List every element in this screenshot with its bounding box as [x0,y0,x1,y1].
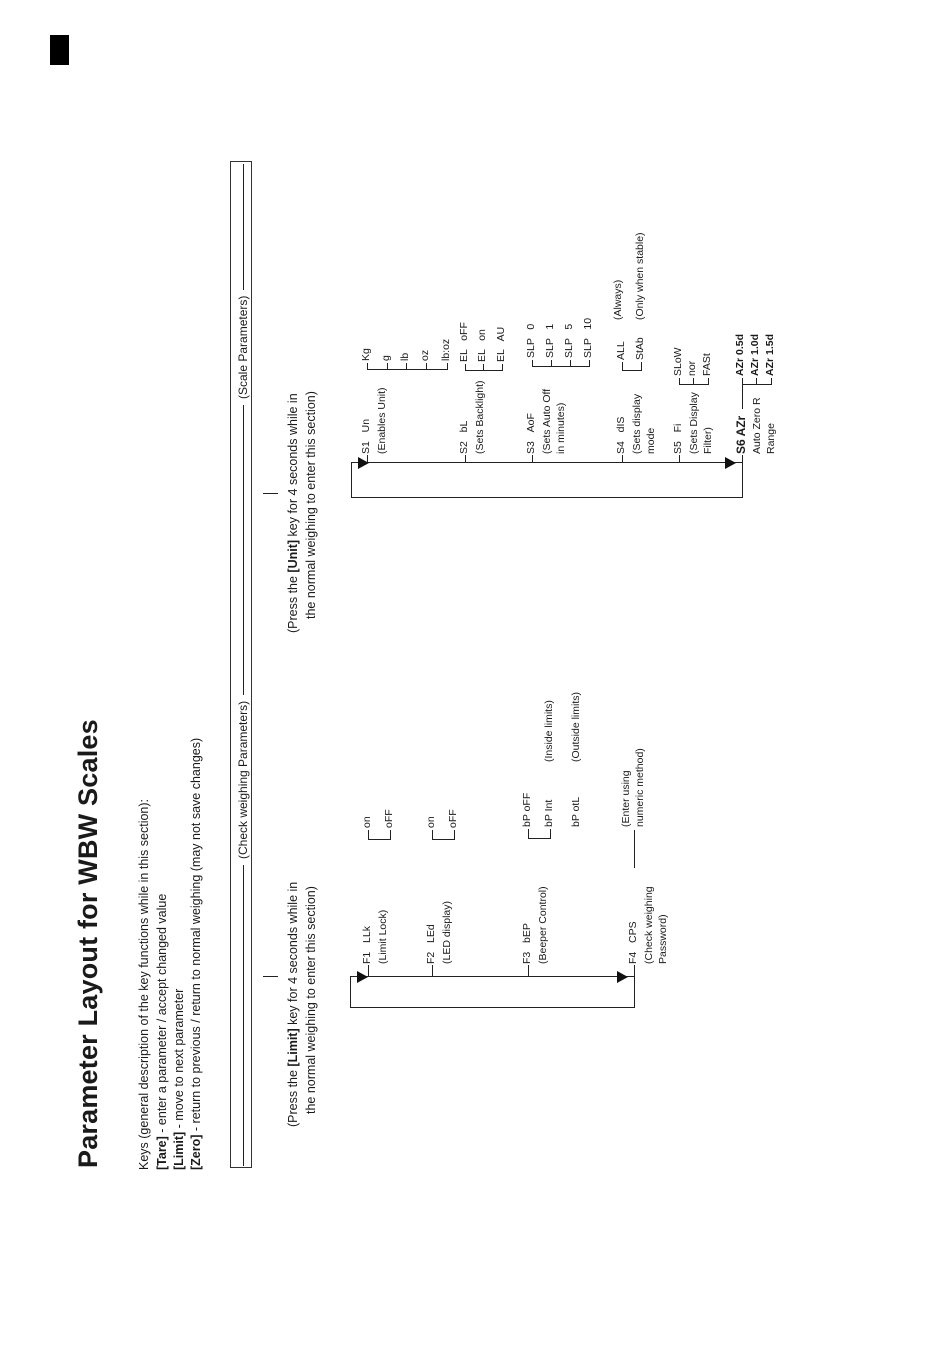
s2-branch [465,370,503,371]
s2-b1 [483,364,484,371]
s4-note-stable: (Only when stable) [634,232,646,320]
scale-instruction-2: the normal weighing to enter this section) [304,391,318,619]
s5-b1 [693,378,694,385]
s4-branch [622,370,642,371]
s1-b2 [406,363,407,370]
s3-desc-2: in minutes) [555,402,567,454]
f4-desc-1: (Check weighing [643,886,655,964]
scale-loop-top [351,462,352,498]
f2-branch [432,839,454,840]
f4-note-1: (Enter using [620,770,632,827]
scale-section-label: (Scale Parameters) [237,290,251,405]
s1-opt-lboz: lb:oz [440,338,452,361]
s6-b2 [771,378,772,385]
f2-opt-off: oFF [447,809,459,828]
f2-desc: (LED display) [441,900,453,964]
s5-b0 [679,378,680,385]
f1-branch-bottom [390,830,391,840]
s2-opt-au: EL AU [495,326,507,362]
tare-desc: - enter a parameter / accept changed value [155,893,169,1137]
s3-branch [532,366,590,367]
f1-branch-top [368,830,369,840]
f2-branch-bottom [454,830,455,840]
s4-label: S4 dIS [615,416,627,454]
check-section-label: (Check weighing Parameters) [237,695,251,865]
zero-desc: - return to previous / return to normal weighing (may not save changes) [189,737,203,1135]
s4-connector [622,455,623,463]
check-spine [350,976,635,977]
scale-loop-back [351,497,743,498]
check-loop-back [350,1007,635,1008]
s1-b0 [367,363,368,370]
s4-b1 [641,362,642,371]
s5-opt-slow: SLoW [672,347,684,376]
zero-key: [Zero] [189,1134,203,1170]
f2-opt-on: on [425,816,437,828]
s1-branch [367,369,448,370]
s6-label: S6 AZr [734,415,748,454]
f1-opt-off: oFF [383,809,395,828]
s1-b4 [447,363,448,370]
s1-opt-oz: oz [419,349,431,361]
f2-connector [432,965,433,977]
s6-desc-1: Auto Zero R [751,397,763,454]
s4-opt-all: ALL [615,341,627,360]
limit-key: [Limit] [172,1131,186,1170]
f2-branch-top [432,830,433,840]
s1-opt-lb: lb [399,352,411,361]
s2-b0 [465,364,466,371]
f3-opt-off: bP oFF [521,792,533,827]
s1-b1 [387,363,388,370]
keys-intro: Keys (general description of the key functions while in this section): [137,798,151,1170]
s6-opt-10: AZr 1.0d [749,333,761,376]
check-instruction-1: (Press the [Limit] key for 4 seconds while in [286,881,300,1127]
scale-arrow-up-icon [725,457,736,469]
s5-desc-1: (Sets Display [688,392,700,454]
f1-opt-on: on [361,816,373,828]
s5-label: S5 Fi [672,423,684,454]
s6-opt-15: AZr 1.5d [764,333,776,376]
check-tick [263,976,278,977]
s3-opt-5: SLP 5 [563,323,575,358]
s4-note-always: (Always) [612,279,624,320]
scale-loop-bottom [742,462,743,498]
s2-connector [465,455,466,463]
keys-zero-line [189,738,203,1170]
s6-opt-05: AZr 0.5d [734,333,746,376]
s3-label: S3 AoF [525,413,537,454]
s5-connector [679,455,680,463]
f1-connector [368,965,369,977]
s4-b0 [622,362,623,371]
s2-b2 [502,364,503,371]
f1-desc: (Limit Lock) [377,909,389,964]
f1-branch [368,839,390,840]
s1-opt-kg: Kg [360,348,372,361]
limit-desc: - move to next parameter [172,988,186,1132]
check-loop-bottom [634,976,635,1008]
f4-connector [634,965,635,977]
f3-opt-int: bP Int [543,799,555,827]
s3-opt-1: SLP 1 [544,323,556,358]
s3-b2 [570,360,571,367]
s1-opt-g: g [380,355,392,361]
s2-label: S2 bL [458,420,470,454]
s2-opt-on: EL on [476,329,488,362]
s6-connector [742,455,743,463]
keys-tare-line [155,894,169,1170]
s3-connector [532,455,533,463]
scale-spine [351,462,743,463]
page-title: Parameter Layout for WBW Scales [73,719,103,1168]
f3-branch [528,838,550,839]
scale-instruction-1: (Press the [Unit] key for 4 seconds while in [286,393,300,633]
s3-b1 [551,360,552,367]
s3-b0 [532,360,533,367]
s5-branch [679,384,709,385]
s5-desc-2: Filter) [702,427,714,454]
s6-b1 [756,378,757,385]
s1-label: S1 Un [360,418,372,454]
scale-tick [263,493,278,494]
f3-desc: (Beeper Control) [537,886,549,964]
f4-desc-2: Password) [657,914,669,964]
f3-opt-otl: bP otL [570,796,582,827]
f3-branch-top [528,829,529,839]
s2-desc: (Sets Backlight) [474,380,486,454]
f4-label: F4 CPS [627,921,639,964]
s3-opt-0: SLP 0 [525,323,537,358]
s3-b3 [589,360,590,367]
s1-b3 [426,363,427,370]
s5-opt-fast: FASt [701,353,713,376]
s4-opt-stab: StAb [634,337,646,360]
f3-note-outside: (Outside limits) [570,691,582,762]
s4-desc-1: (Sets display [631,393,643,454]
f3-label: F3 bEP [521,923,533,964]
s6-desc-2: Range [765,423,777,454]
s4-desc-2: mode [645,427,657,454]
s5-opt-nor: nor [686,360,698,376]
f3-connector [528,965,529,977]
s3-desc-1: (Sets Auto Off [541,388,553,454]
f4-note-2: numeric method) [634,748,646,827]
s1-connector [367,455,368,463]
check-arrow-down-icon [357,971,368,983]
f3-note-inside: (Inside limits) [543,700,555,762]
check-loop-top [350,976,351,1008]
f2-label: F2 LEd [425,924,437,964]
keys-limit-line [172,989,186,1170]
s5-b2 [708,378,709,385]
f3-branch-mid [550,829,551,839]
s6-b0 [742,378,743,385]
s6-branch [742,384,772,385]
check-instruction-2: the normal weighing to enter this section) [304,886,318,1114]
check-arrow-up-icon [617,971,628,983]
tare-key: [Tare] [155,1136,169,1170]
s1-desc: (Enables Unit) [376,387,388,454]
f4-branch [634,830,635,868]
s6-lead [742,384,743,409]
s2-opt-off: EL oFF [458,322,470,362]
s3-opt-10: SLP 10 [582,317,594,358]
f1-label: F1 LLk [361,926,373,964]
